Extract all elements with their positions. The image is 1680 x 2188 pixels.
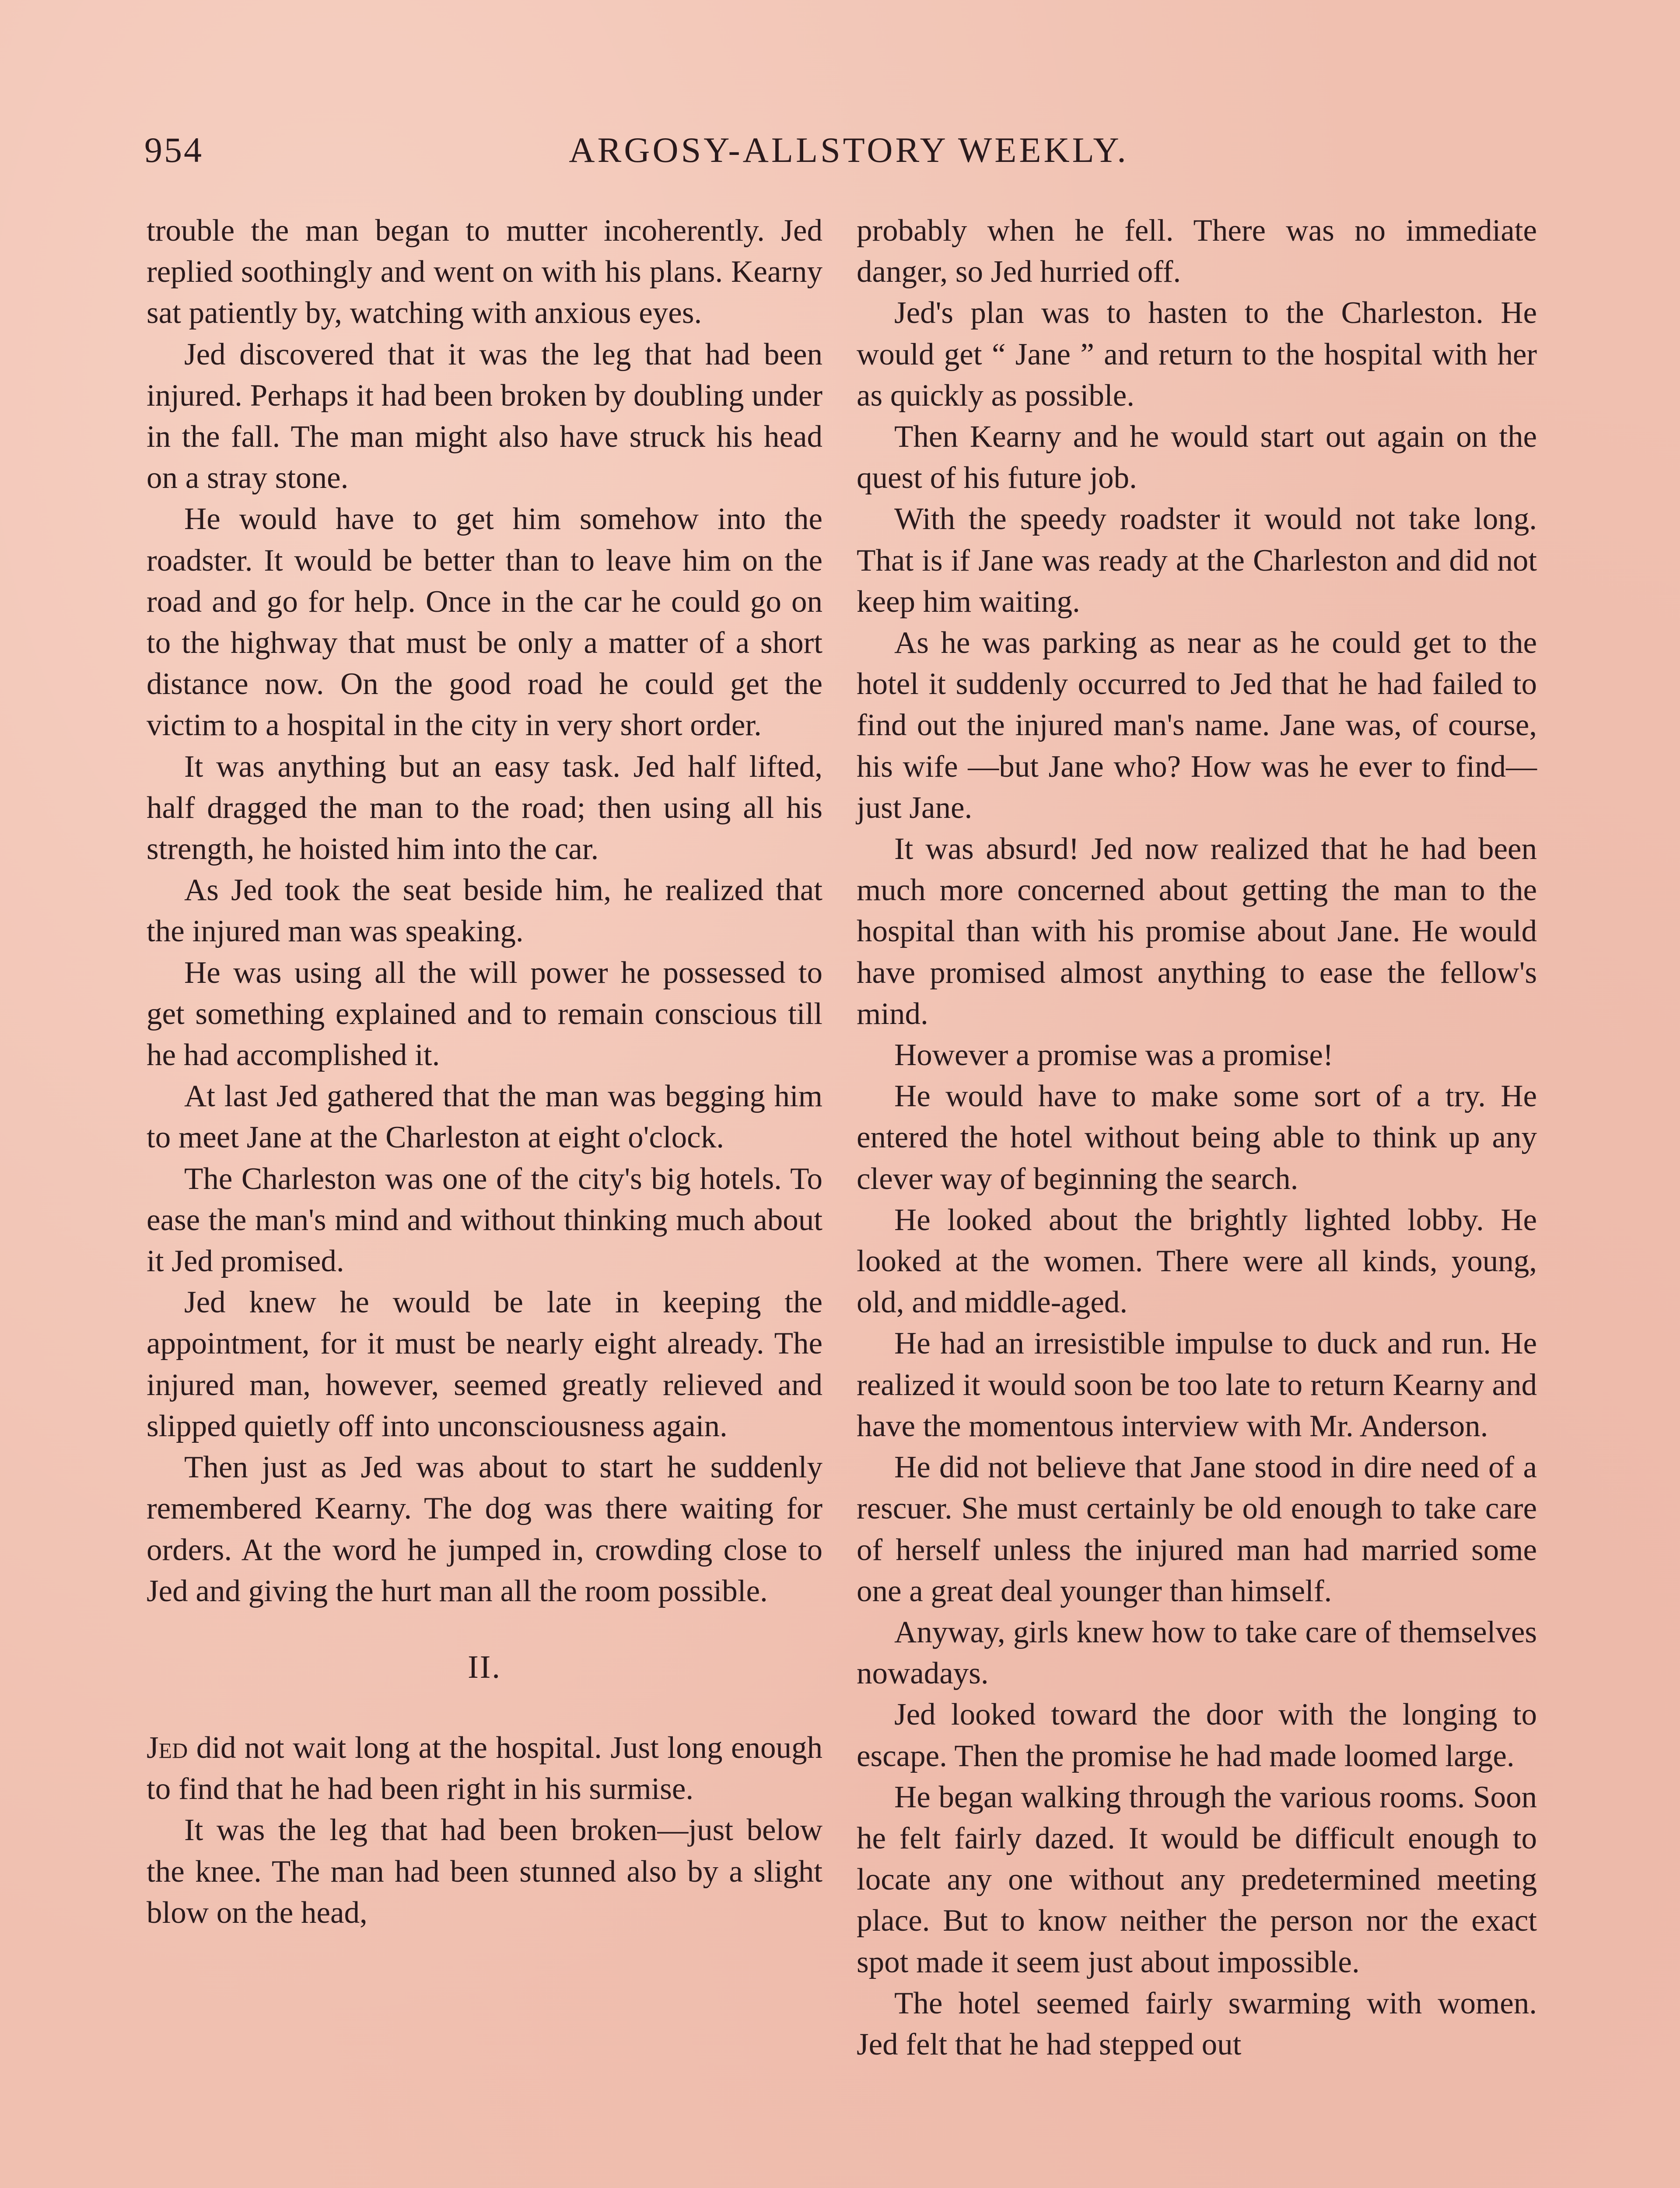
paragraph: Jed knew he would be late in keeping the appointment, for it must be nearly eight already. The injured man, however, seemed greatly relieved and slipped quietly off into unconsciousness again. (147, 1285, 822, 1443)
paragraph: As Jed took the seat beside him, he realized that the injured man was speaking. (147, 873, 822, 949)
paragraph: The hotel seemed fairly swarming with women. Jed felt that he had stepped out (857, 1986, 1537, 2062)
paragraph: It was anything but an easy task. Jed half lifted, half dragged the man to the road; then using all his strength, he hoisted him into the car. (147, 749, 822, 866)
paragraph: As he was parking as near as he could get to the hotel it suddenly occurred to Jed that he had failed to find out the injured man's name. Jane was, of course, his wife —but Jane who? How was he ever to find—just Jane. (857, 626, 1537, 825)
paragraph: probably when he fell. There was no immediate danger, so Jed hurried off. (857, 214, 1537, 289)
paragraph: Jed looked toward the door with the longing to escape. Then the promise he had made loomed large. (857, 1697, 1537, 1773)
right-column (857, 210, 1537, 2065)
paragraph: He did not believe that Jane stood in dire need of a rescuer. She must certainly be old enough to take care of herself unless the injured man had married some one a great deal younger than himself. (857, 1450, 1537, 1608)
paragraph: Jed's plan was to hasten to the Charleston. He would get “ Jane ” and return to the hospital with her as quickly as possible. (857, 296, 1537, 413)
paragraph: Anyway, girls knew how to take care of themselves nowadays. (857, 1615, 1537, 1691)
paragraph: He began walking through the various rooms. Soon he felt fairly dazed. It would be difficult enough to locate any one without any predetermined meeting place. But to know neither the person nor the exact spot made it seem just about impossible. (857, 1780, 1537, 1979)
section-heading: II. (468, 1649, 501, 1685)
paragraph: He was using all the will power he possessed to get something explained and to remain conscious till he had accomplished it. (147, 955, 822, 1073)
paragraph: Jed discovered that it was the leg that had been injured. Perhaps it had been broken by doubling under in the fall. The man might also have struck his head on a stray stone. (147, 337, 822, 495)
section-first-paragraph-text: did not wait long at the hospital. Just long enough to find that he had been right in his surmise. (147, 1730, 822, 1806)
paragraph: He had an irresistible impulse to duck and run. He realized it would soon be too late to return Kearny and have the momentous interview with Mr. Anderson. (857, 1326, 1537, 1443)
paragraph: He looked about the brightly lighted lobby. He looked at the women. There were all kinds, young, old, and middle-aged. (857, 1203, 1537, 1320)
left-column (147, 210, 822, 1933)
paragraph: Then Kearny and he would start out again on the quest of his future job. (857, 420, 1537, 495)
page-header (144, 130, 1553, 178)
paragraph: At last Jed gathered that the man was begging him to meet Jane at the Charleston at eight o'clock. (147, 1079, 822, 1155)
page-number: 954 (144, 130, 203, 170)
paragraph: The Charleston was one of the city's big hotels. To ease the man's mind and without thinking much about it Jed promised. (147, 1161, 822, 1279)
running-title: ARGOSY-ALLSTORY WEEKLY. (569, 130, 1129, 170)
section-first-paragraph (147, 1727, 822, 1809)
paragraph: However a promise was a promise! (894, 1038, 1334, 1073)
paragraph: With the speedy roadster it would not take long. That is if Jane was ready at the Charleston and did not keep him waiting. (857, 502, 1537, 619)
paragraph: trouble the man began to mutter incoherently. Jed replied soothingly and went on with his plans. Kearny sat patiently by, watching with anxious eyes. (147, 214, 822, 330)
paragraph: He would have to make some sort of a try. He entered the hotel without being able to think up any clever way of beginning the search. (857, 1079, 1537, 1196)
section-first-word: Jed (147, 1730, 188, 1765)
paragraph: It was the leg that had been broken—just below the knee. The man had been stunned also by a slight blow on the head, (147, 1813, 822, 1930)
paragraph: He would have to get him somehow into the roadster. It would be better than to leave him on the road and go for help. Once in the car he could go on to the highway that must be only a matter of a short distance now. On the good road he could get the victim to a hospital in the city in very short order. (147, 502, 822, 743)
paragraph: It was absurd! Jed now realized that he had been much more concerned about getting the man to the hospital than with his promise about Jane. He would have promised almost anything to ease the fellow's mind. (857, 832, 1537, 1031)
paragraph: Then just as Jed was about to start he suddenly remembered Kearny. The dog was there waiting for orders. At the word he jumped in, crowding close to Jed and giving the hurt man all the room possible. (147, 1450, 822, 1608)
